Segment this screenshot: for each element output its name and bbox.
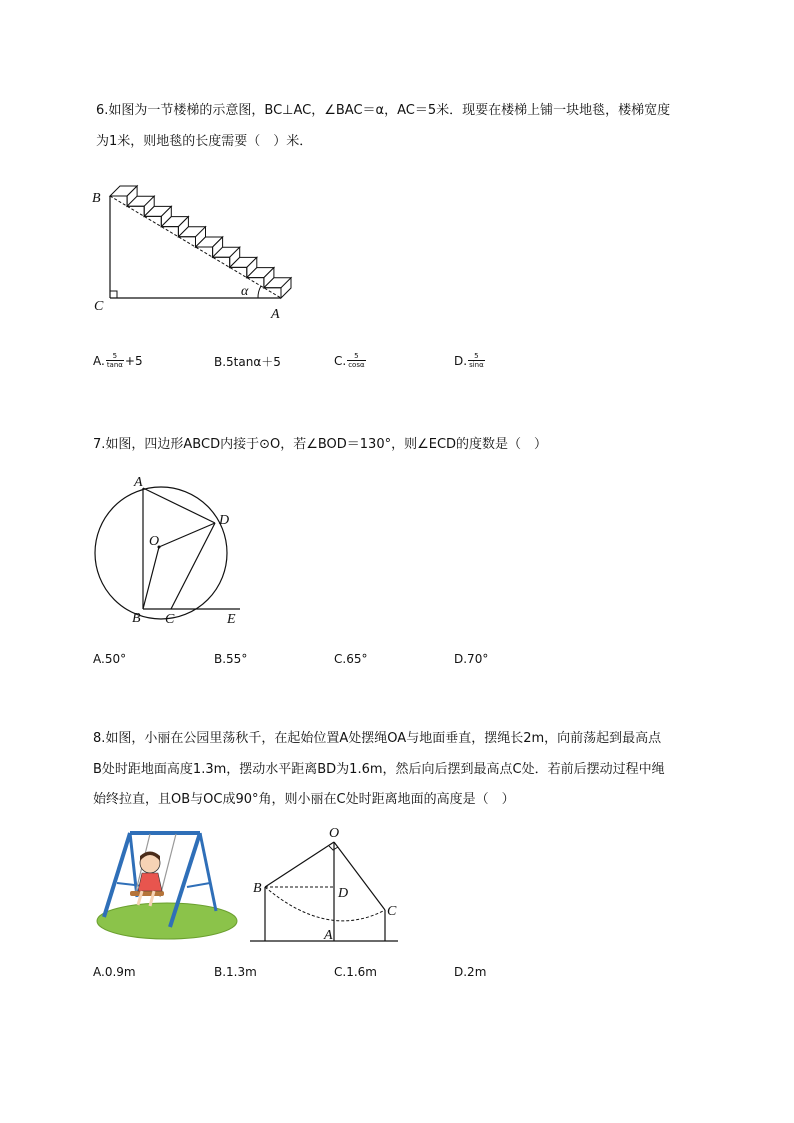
q7-option-d[interactable]: D.70° [454, 652, 489, 666]
q8-rope-ob [265, 842, 334, 887]
q6-option-a-suffix: +5 [124, 353, 143, 368]
q7-circle-o [95, 487, 230, 619]
q6-stairs [110, 186, 291, 298]
q6-text-line2: 为1米，则地毯的长度需要（ ）米． [96, 134, 313, 149]
q6-option-d[interactable] [454, 352, 486, 369]
q7-label-d: D [219, 513, 230, 528]
q6-option-a-prefix: A. [93, 353, 105, 368]
q7-side-dc [171, 523, 215, 609]
q7-label-c: C [165, 612, 175, 627]
q7-label-o: O [149, 534, 160, 549]
q8-frame-right-leg2 [200, 833, 216, 911]
q7-label-b: B [132, 611, 141, 626]
q8-option-b[interactable]: B.1.3m [214, 965, 257, 979]
q7-option-c[interactable]: C.65° [334, 652, 368, 666]
q8-geometry-figure [248, 822, 408, 947]
q7-side-ad [143, 488, 215, 523]
q8-option-d[interactable]: D.2m [454, 965, 487, 979]
q8-rope-right [160, 834, 176, 897]
q6-label-a: A [271, 307, 280, 322]
q6-option-a[interactable] [93, 352, 143, 369]
q6-option-d-fraction [468, 352, 485, 369]
q6-text-line1: 6.如图为一节楼梯的示意图，BC⊥AC，∠BAC＝α，AC＝5米．现要在楼梯上铺一块地毯，楼梯宽度 [96, 103, 671, 118]
q6-staircase-figure [88, 168, 303, 323]
q8-label-o: O [329, 826, 340, 841]
q8-label-a: A [324, 928, 333, 943]
q6-right-angle-mark [110, 291, 117, 298]
q8-swing-arc [265, 887, 385, 921]
q7-circle-figure [90, 470, 250, 630]
q6-option-d-prefix: D. [454, 353, 468, 368]
q6-option-a-fraction [106, 352, 124, 369]
q8-frame-right-brace [187, 883, 210, 887]
q6-option-c-den: cosα [348, 361, 365, 369]
q6-option-b[interactable]: B.5tanα＋5 [214, 355, 281, 369]
q7-label-a: A [134, 475, 143, 490]
q6-option-d-den: sinα [469, 361, 484, 369]
q6-option-a-den: tanα [106, 361, 123, 369]
q6-option-d-num: 5 [474, 352, 479, 360]
q7-radius-od [159, 523, 215, 547]
q8-girl-dress [138, 873, 162, 891]
q6-label-b: B [92, 191, 101, 206]
q8-option-a[interactable]: A.0.9m [93, 965, 136, 979]
q8-frame-left-leg2 [130, 833, 137, 897]
q7-radius-ob [143, 547, 159, 609]
q6-option-a-num: 5 [112, 352, 118, 360]
q6-alpha-arc [258, 286, 261, 298]
q8-text-line2: B处时距地面高度1.3m，摆动水平距离BD为1.6m，然后向后摆到最高点C处．若前后摆动过程中绳 [93, 762, 665, 777]
q8-label-d: D [338, 886, 349, 901]
q6-label-alpha: α [241, 284, 249, 299]
q7-option-b[interactable]: B.55° [214, 652, 248, 666]
q8-swing-illustration [92, 825, 242, 945]
q8-text-line1: 8.如图，小丽在公园里荡秋千，在起始位置A处摆绳OA与地面垂直，摆绳长2m，向前荡起到最高点 [93, 731, 662, 746]
q7-text-line1: 7.如图，四边形ABCD内接于⊙O，若∠BOD＝130°，则∠ECD的度数是（ ） [93, 437, 548, 452]
q7-option-a[interactable]: A.50° [93, 652, 127, 666]
q8-option-c[interactable]: C.1.6m [334, 965, 377, 979]
q6-option-c-prefix: C. [334, 353, 347, 368]
q6-label-c: C [94, 299, 104, 314]
q8-label-b: B [253, 881, 262, 896]
q7-label-e: E [227, 612, 236, 627]
q8-text-line3: 始终拉直，且OB与OC成90°角，则小丽在C处时距离地面的高度是（ ） [93, 792, 515, 807]
q8-label-c: C [387, 904, 397, 919]
q8-swing-seat [130, 891, 164, 896]
q6-option-c-fraction [347, 352, 365, 369]
q6-option-c-num: 5 [354, 352, 359, 360]
q8-frame-left-leg1 [104, 833, 130, 917]
q6-option-c[interactable] [334, 352, 367, 369]
